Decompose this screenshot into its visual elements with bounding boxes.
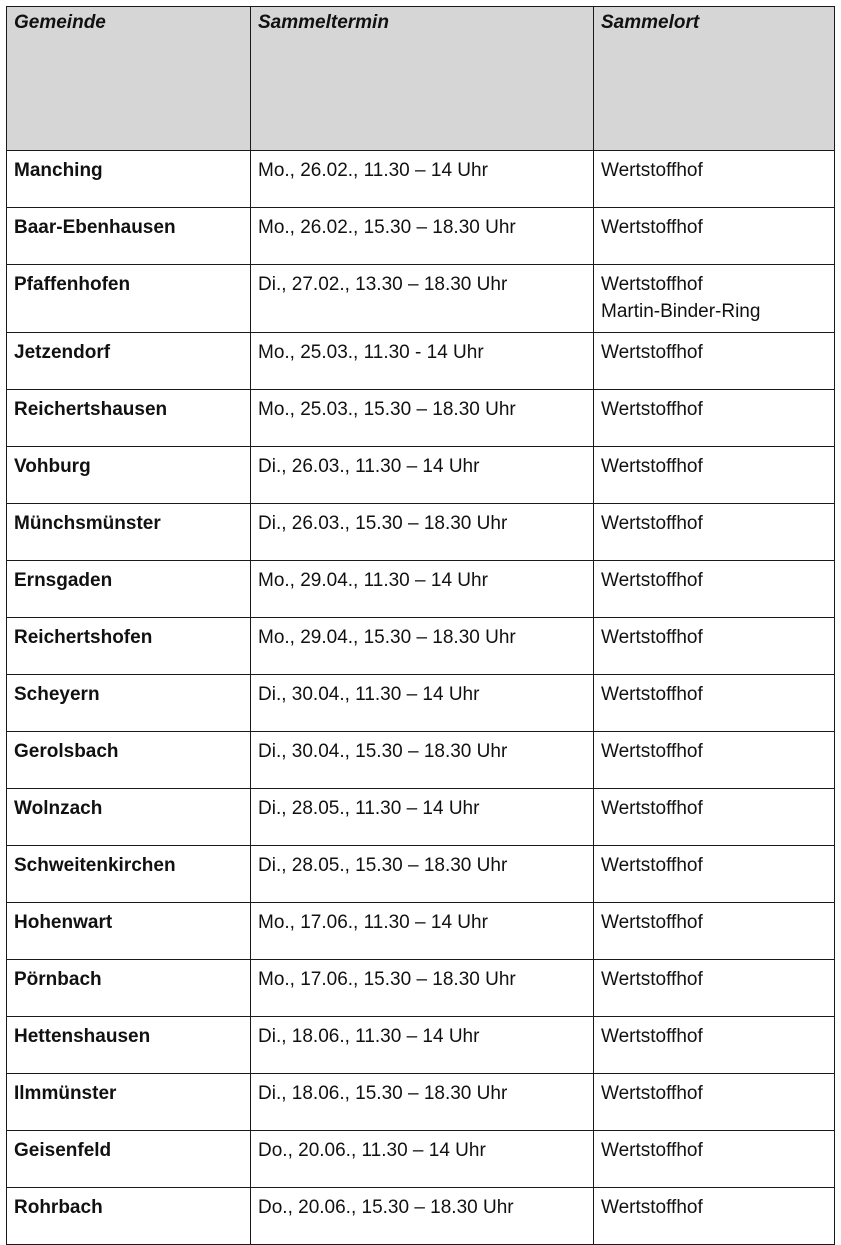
- cell-sammeltermin: Di., 26.03., 15.30 – 18.30 Uhr: [251, 504, 594, 561]
- cell-sammeltermin: Mo., 17.06., 15.30 – 18.30 Uhr: [251, 960, 594, 1017]
- cell-gemeinde: Pfaffenhofen: [7, 265, 251, 333]
- cell-sammelort: [594, 1074, 835, 1131]
- sammelort-line: Wertstoffhof: [601, 342, 703, 363]
- table-row: [7, 151, 835, 208]
- cell-sammelort: [594, 789, 835, 846]
- table-row: [7, 618, 835, 675]
- cell-gemeinde: Hettenshausen: [7, 1017, 251, 1074]
- cell-sammeltermin: Mo., 17.06., 11.30 – 14 Uhr: [251, 903, 594, 960]
- cell-sammelort: [594, 846, 835, 903]
- cell-sammelort: [594, 504, 835, 561]
- cell-sammeltermin: Do., 20.06., 11.30 – 14 Uhr: [251, 1131, 594, 1188]
- cell-gemeinde: Reichertshausen: [7, 390, 251, 447]
- cell-sammeltermin: Mo., 26.02., 11.30 – 14 Uhr: [251, 151, 594, 208]
- sammelort-line: Wertstoffhof: [601, 855, 703, 876]
- cell-gemeinde: Pörnbach: [7, 960, 251, 1017]
- cell-sammelort: [594, 561, 835, 618]
- cell-sammeltermin: Di., 18.06., 11.30 – 14 Uhr: [251, 1017, 594, 1074]
- cell-sammelort: [594, 447, 835, 504]
- cell-sammelort: [594, 390, 835, 447]
- table-row: [7, 1188, 835, 1245]
- sammelort-line: Wertstoffhof: [601, 1197, 703, 1218]
- sammelort-line: Wertstoffhof: [601, 912, 703, 933]
- cell-gemeinde: Wolnzach: [7, 789, 251, 846]
- table-row: [7, 1074, 835, 1131]
- sammelort-line: Wertstoffhof: [601, 399, 703, 420]
- table-row: [7, 960, 835, 1017]
- cell-sammelort: [594, 903, 835, 960]
- table-row: [7, 390, 835, 447]
- cell-sammelort: [594, 333, 835, 390]
- cell-sammeltermin: Mo., 25.03., 11.30 - 14 Uhr: [251, 333, 594, 390]
- sammelort-line: Wertstoffhof: [601, 798, 703, 819]
- table-row: [7, 903, 835, 960]
- cell-gemeinde: Hohenwart: [7, 903, 251, 960]
- sammelort-line: Wertstoffhof: [601, 1140, 703, 1161]
- header-sammeltermin: Sammeltermin: [251, 7, 594, 151]
- sammelort-line: Wertstoffhof: [601, 456, 703, 477]
- cell-sammeltermin: Di., 18.06., 15.30 – 18.30 Uhr: [251, 1074, 594, 1131]
- cell-sammeltermin: Di., 30.04., 15.30 – 18.30 Uhr: [251, 732, 594, 789]
- cell-sammelort: [594, 151, 835, 208]
- cell-gemeinde: Geisenfeld: [7, 1131, 251, 1188]
- cell-sammeltermin: Mo., 26.02., 15.30 – 18.30 Uhr: [251, 208, 594, 265]
- header-gemeinde: Gemeinde: [7, 7, 251, 151]
- sammelort-line: Wertstoffhof: [601, 684, 703, 705]
- sammelort-line: Wertstoffhof: [601, 1083, 703, 1104]
- cell-gemeinde: Gerolsbach: [7, 732, 251, 789]
- cell-sammeltermin: Di., 27.02., 13.30 – 18.30 Uhr: [251, 265, 594, 333]
- cell-sammelort: [594, 265, 835, 333]
- cell-sammeltermin: Di., 28.05., 11.30 – 14 Uhr: [251, 789, 594, 846]
- cell-sammeltermin: Mo., 29.04., 15.30 – 18.30 Uhr: [251, 618, 594, 675]
- cell-gemeinde: Schweitenkirchen: [7, 846, 251, 903]
- collection-schedule-table: [6, 6, 835, 1245]
- cell-gemeinde: Ilmmünster: [7, 1074, 251, 1131]
- sammelort-line: Wertstoffhof: [601, 570, 703, 591]
- sammelort-line: Wertstoffhof: [601, 741, 703, 762]
- cell-sammelort: [594, 732, 835, 789]
- sammelort-line: Wertstoffhof: [601, 217, 703, 238]
- cell-sammeltermin: Di., 28.05., 15.30 – 18.30 Uhr: [251, 846, 594, 903]
- cell-sammeltermin: Do., 20.06., 15.30 – 18.30 Uhr: [251, 1188, 594, 1245]
- cell-sammelort: [594, 1017, 835, 1074]
- table-body: [7, 151, 835, 1245]
- table-row: [7, 447, 835, 504]
- cell-gemeinde: Reichertshofen: [7, 618, 251, 675]
- header-row: [7, 7, 835, 151]
- table-row: [7, 675, 835, 732]
- cell-sammeltermin: Di., 30.04., 11.30 – 14 Uhr: [251, 675, 594, 732]
- cell-sammelort: [594, 618, 835, 675]
- table-row: [7, 732, 835, 789]
- table-row: [7, 208, 835, 265]
- cell-sammelort: [594, 960, 835, 1017]
- cell-gemeinde: Vohburg: [7, 447, 251, 504]
- header-sammelort: Sammelort: [594, 7, 835, 151]
- cell-sammeltermin: Mo., 29.04., 11.30 – 14 Uhr: [251, 561, 594, 618]
- table-header: [7, 7, 835, 151]
- table-row: [7, 789, 835, 846]
- cell-sammeltermin: Di., 26.03., 11.30 – 14 Uhr: [251, 447, 594, 504]
- cell-gemeinde: Rohrbach: [7, 1188, 251, 1245]
- cell-gemeinde: Münchsmünster: [7, 504, 251, 561]
- table-row: [7, 1131, 835, 1188]
- cell-sammelort: [594, 208, 835, 265]
- sammelort-line-2: Martin-Binder-Ring: [601, 301, 761, 322]
- cell-sammelort: [594, 1188, 835, 1245]
- cell-sammeltermin: Mo., 25.03., 15.30 – 18.30 Uhr: [251, 390, 594, 447]
- sammelort-line: Wertstoffhof: [601, 274, 703, 295]
- table-row: [7, 561, 835, 618]
- sammelort-line: Wertstoffhof: [601, 160, 703, 181]
- table-row: [7, 504, 835, 561]
- sammelort-line: Wertstoffhof: [601, 513, 703, 534]
- cell-gemeinde: Ernsgaden: [7, 561, 251, 618]
- sammelort-line: Wertstoffhof: [601, 969, 703, 990]
- cell-gemeinde: Baar-Ebenhausen: [7, 208, 251, 265]
- cell-gemeinde: Jetzendorf: [7, 333, 251, 390]
- table-row: [7, 1017, 835, 1074]
- sammelort-line: Wertstoffhof: [601, 627, 703, 648]
- cell-gemeinde: Scheyern: [7, 675, 251, 732]
- cell-gemeinde: Manching: [7, 151, 251, 208]
- sammelort-line: Wertstoffhof: [601, 1026, 703, 1047]
- cell-sammelort: [594, 1131, 835, 1188]
- table-row: [7, 846, 835, 903]
- cell-sammelort: [594, 675, 835, 732]
- table-row: [7, 265, 835, 333]
- table-row: [7, 333, 835, 390]
